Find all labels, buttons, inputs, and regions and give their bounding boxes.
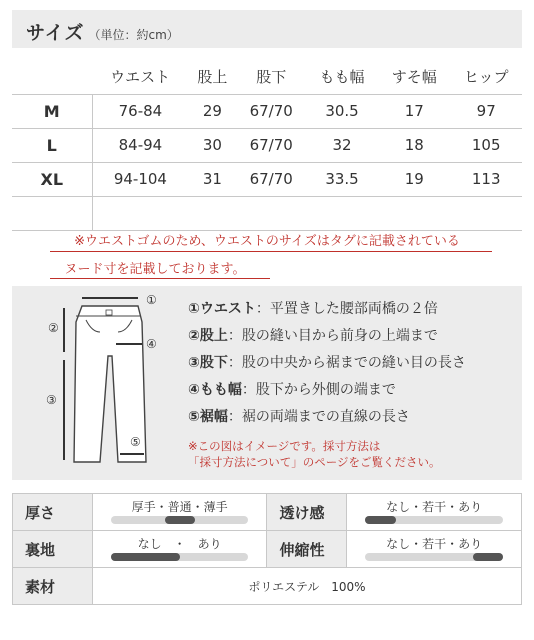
- transparency-cell: [347, 494, 522, 531]
- transparency-bar: [365, 516, 503, 524]
- note-underline: [50, 251, 492, 252]
- measure-item-rise: ②股上：股の縫い目から前身の上端まで: [188, 328, 438, 344]
- table-cell: 105: [450, 128, 522, 162]
- stretch-cell: [347, 531, 522, 568]
- column-header: 股下: [256, 68, 287, 87]
- size-table: [12, 60, 522, 231]
- table-cell: 29: [188, 94, 236, 128]
- material-label: 素材: [13, 568, 93, 605]
- features-row: [13, 531, 522, 568]
- lining-options: なし ・ あり: [137, 537, 222, 551]
- size-label: [12, 196, 92, 230]
- table-cell: 18: [378, 128, 450, 162]
- table-cell: 31: [188, 162, 236, 196]
- marker-4: ④: [146, 337, 157, 351]
- measurement-note: ※この図はイメージです。採寸方法は 「採寸方法について」のページをご覧ください。: [188, 439, 441, 469]
- table-cell: 33.5: [306, 162, 378, 196]
- table-row: [12, 94, 522, 128]
- table-row: [12, 162, 522, 196]
- column-header: ヒップ: [463, 68, 509, 87]
- column-header: ウエスト: [110, 68, 171, 87]
- size-title: サイズ: [26, 22, 85, 44]
- thickness-bar: [111, 516, 249, 524]
- measure-item-waist: ①ウエスト：平置きした腰部両橋の２倍: [188, 301, 438, 317]
- thickness-cell: [92, 494, 267, 531]
- measurement-panel: [12, 286, 522, 480]
- table-cell: [237, 196, 306, 230]
- marker-5: ⑤: [130, 435, 141, 449]
- transparency-options: なし・若干・あり: [386, 500, 483, 514]
- table-cell: 32: [306, 128, 378, 162]
- lining-label: 裏地: [13, 531, 93, 568]
- table-cell: [450, 196, 522, 230]
- size-header: [12, 10, 522, 48]
- stretch-options: なし・若干・あり: [386, 537, 483, 551]
- stretch-label: 伸縮性: [267, 531, 347, 568]
- thickness-label: 厚さ: [13, 494, 93, 531]
- thickness-options: 厚手・普通・薄手: [131, 500, 228, 514]
- marker-3: ③: [46, 393, 57, 407]
- measure-item-inseam: ③股下：股の中央から裾までの縫い目の長さ: [188, 355, 466, 371]
- table-cell: 97: [450, 94, 522, 128]
- corner-cell: [12, 60, 92, 94]
- marker-1: ①: [146, 293, 157, 307]
- table-cell: 17: [378, 94, 450, 128]
- table-cell: [92, 196, 188, 230]
- waist-note-line2: ヌード寸を記載しております。: [64, 262, 246, 277]
- size-label: L: [12, 128, 92, 162]
- table-cell: 67/70: [237, 128, 306, 162]
- table-cell: 76-84: [92, 94, 188, 128]
- size-table-header-row: [12, 60, 522, 94]
- features-row: [13, 494, 522, 531]
- table-cell: [188, 196, 236, 230]
- lining-bar-fill: [111, 553, 180, 561]
- table-cell: 30.5: [306, 94, 378, 128]
- measure-item-hem: ⑤裾幅：裾の両端までの直線の長さ: [188, 409, 410, 425]
- table-cell: 84-94: [92, 128, 188, 162]
- stretch-bar: [365, 553, 503, 561]
- marker-2: ②: [48, 321, 59, 335]
- table-cell: 67/70: [237, 94, 306, 128]
- size-label: XL: [12, 162, 92, 196]
- size-unit: （単位：約cm）: [88, 28, 179, 42]
- note-underline: [50, 278, 270, 279]
- features-row: [13, 568, 522, 605]
- lining-cell: [92, 531, 267, 568]
- column-header: もも幅: [319, 68, 365, 87]
- table-row: [12, 196, 522, 230]
- stretch-bar-fill: [473, 553, 503, 561]
- fabric-features-table: [12, 493, 522, 605]
- table-row: [12, 128, 522, 162]
- lining-bar: [111, 553, 249, 561]
- table-cell: 30: [188, 128, 236, 162]
- waist-note-line1: ※ウエストゴムのため、ウエストのサイズはタグに記載されている: [74, 234, 460, 249]
- table-cell: [378, 196, 450, 230]
- table-cell: 67/70: [237, 162, 306, 196]
- size-label: M: [12, 94, 92, 128]
- thickness-bar-fill: [165, 516, 195, 524]
- table-cell: 94-104: [92, 162, 188, 196]
- material-value: ポリエステル 100%: [92, 568, 521, 605]
- table-cell: 19: [378, 162, 450, 196]
- transparency-bar-fill: [365, 516, 395, 524]
- transparency-label: 透け感: [267, 494, 347, 531]
- table-cell: [306, 196, 378, 230]
- measurement-list: [188, 296, 466, 431]
- pants-diagram: [34, 292, 174, 472]
- column-header: 股上: [197, 68, 228, 87]
- table-cell: 113: [450, 162, 522, 196]
- measure-item-thigh: ④もも幅：股下から外側の端まで: [188, 382, 396, 398]
- column-header: すそ幅: [391, 68, 437, 87]
